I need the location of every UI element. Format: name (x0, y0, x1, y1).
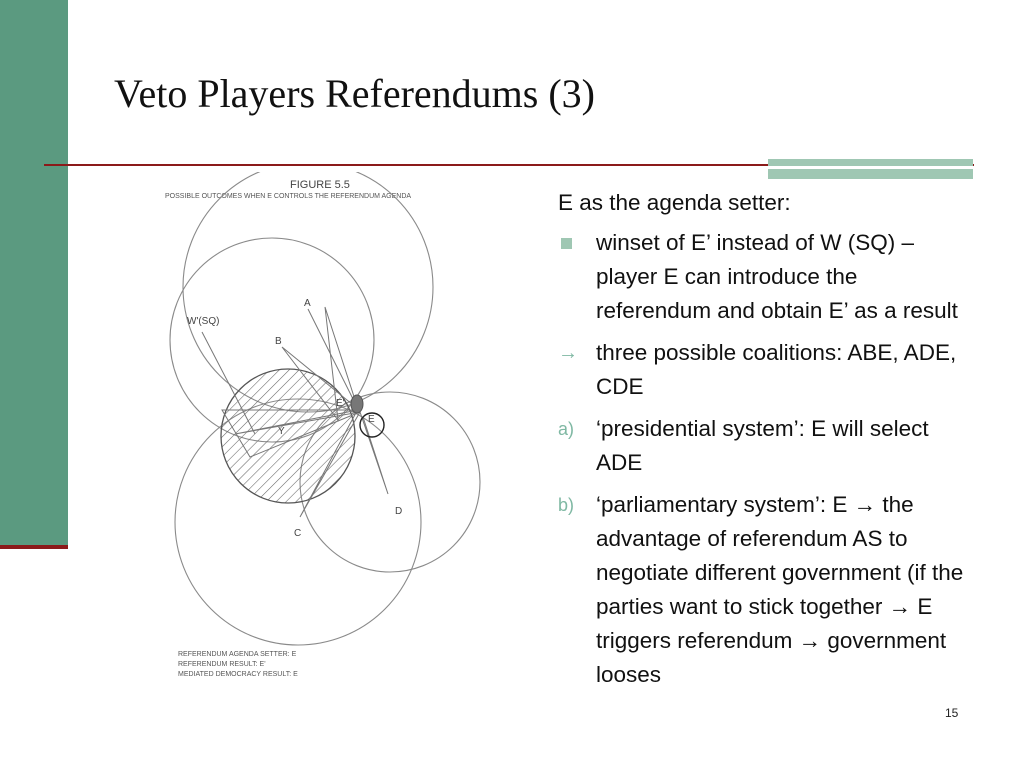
bullet-a (558, 412, 973, 480)
label-c: C (294, 528, 302, 539)
caption-line-1: REFERENDUM AGENDA SETTER: E (178, 651, 297, 658)
square-bullet-icon (561, 238, 572, 249)
label-y: Y (278, 426, 285, 437)
label-w-sq: W'(SQ) (187, 316, 220, 327)
content-intro: E as the agenda setter: (558, 190, 791, 215)
figure-heading: FIGURE 5.5 (290, 179, 350, 191)
label-e: E (368, 414, 375, 425)
top-right-accent-bar (768, 159, 973, 179)
bullet-a-marker: a) (558, 419, 575, 439)
e-prime-region (351, 395, 363, 413)
bullet-1 (558, 226, 973, 328)
bullet-1-text: winset of E’ instead of W (SQ) – player E can introduce the referendum and obtain E’ as a result (596, 230, 958, 323)
bullet-b (558, 488, 973, 692)
bullet-b-text: ‘parliamentary system’: E → the advantage of referendum AS to negotiate different government (if the parties want to stick together → E triggers referendum → government looses (596, 492, 964, 687)
slide-content (558, 186, 973, 700)
caption-line-3: MEDIATED DEMOCRACY RESULT: E (178, 671, 298, 678)
label-e-prime: E' (336, 398, 345, 409)
figure-diagram (160, 172, 500, 684)
left-accent-rule (0, 545, 68, 549)
figure-5-5 (160, 172, 500, 684)
bullet-2-text: three possible coalitions: ABE, ADE, CDE (596, 340, 957, 399)
accent-bar-stripe (768, 166, 973, 169)
page-number: 15 (945, 706, 959, 720)
label-b: B (275, 336, 282, 347)
figure-subheading: POSSIBLE OUTCOMES WHEN E CONTROLS THE REFERENDUM AGENDA (165, 193, 412, 200)
bullet-a-text: ‘presidential system’: E will select ADE (596, 416, 929, 475)
caption-line-2: REFERENDUM RESULT: E' (178, 661, 266, 668)
arrow-bullet-icon: → (558, 342, 578, 364)
label-a: A (304, 298, 311, 309)
bullet-2 (558, 336, 973, 404)
slide-title: Veto Players Referendums (3) (114, 71, 595, 116)
left-accent-bar (0, 0, 68, 545)
label-d: D (395, 506, 403, 517)
bullet-b-marker: b) (558, 495, 575, 515)
